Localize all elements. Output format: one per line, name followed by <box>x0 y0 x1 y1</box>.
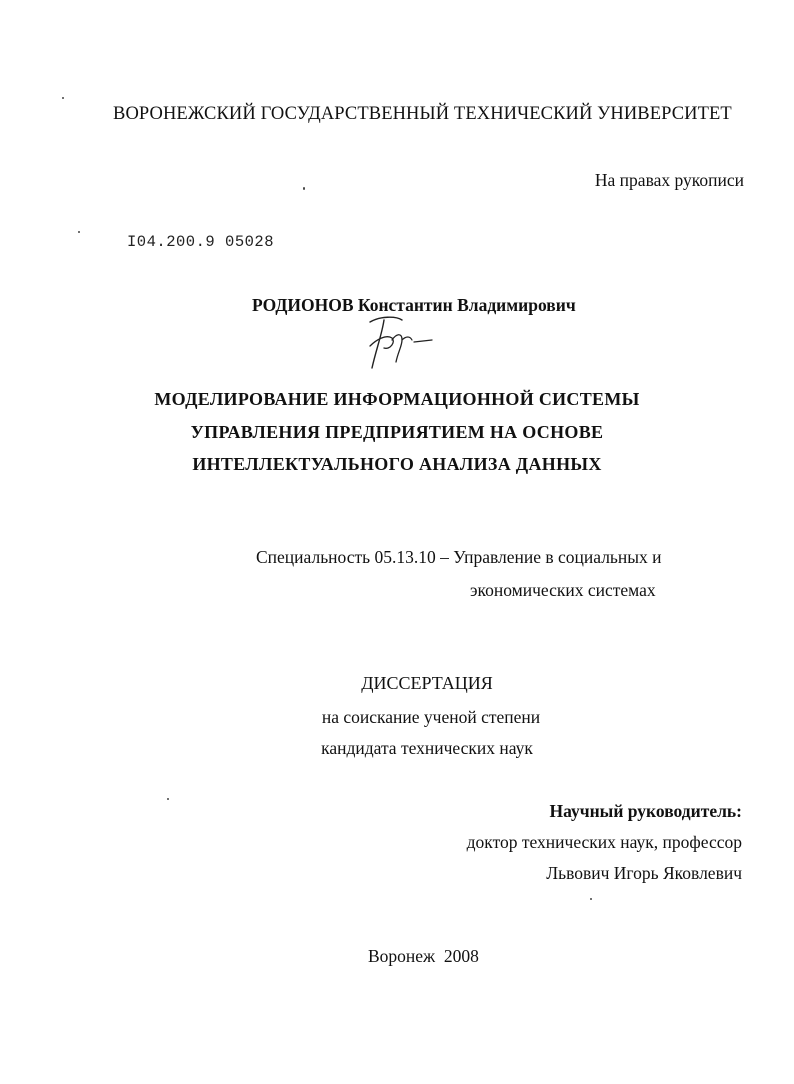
supervisor-label: Научный руководитель: <box>549 801 742 821</box>
author-signature <box>362 312 442 374</box>
author-given-names: Константин Владимирович <box>357 295 576 315</box>
specialty-line: экономических системах <box>470 580 656 600</box>
scan-speck <box>62 97 64 99</box>
manuscript-note: На правах рукописи <box>594 170 744 190</box>
dissertation-title-line: ИНТЕЛЛЕКТУАЛЬНОГО АНАЛИЗА ДАННЫХ <box>192 454 602 474</box>
author-surname: РОДИОНОВ <box>252 295 354 315</box>
dissertation-title-line: МОДЕЛИРОВАНИЕ ИНФОРМАЦИОННОЙ СИСТЕМЫ <box>154 389 640 409</box>
scan-speck <box>590 898 592 900</box>
university-name: ВОРОНЕЖСКИЙ ГОСУДАРСТВЕННЫЙ ТЕХНИЧЕСКИЙ УНИВЕРСИТЕТ <box>113 104 732 124</box>
specialty-line: Специальность 05.13.10 – Управление в социальных и <box>256 547 662 567</box>
supervisor-name: Львович Игорь Яковлевич <box>546 863 742 883</box>
supervisor-title: доктор технических наук, профессор <box>466 832 742 852</box>
dissertation-type: ДИССЕРТАЦИЯ <box>361 673 493 693</box>
city-year: Воронеж 2008 <box>368 946 479 966</box>
dissertation-purpose: на соискание ученой степени <box>321 707 541 727</box>
scan-speck <box>303 187 305 190</box>
registration-stamp: I04.200.9 05028 <box>127 233 275 251</box>
scan-speck <box>78 231 80 233</box>
dissertation-degree: кандидата технических наук <box>321 738 533 758</box>
scan-speck <box>167 798 169 800</box>
dissertation-title-line: УПРАВЛЕНИЯ ПРЕДПРИЯТИЕМ НА ОСНОВЕ <box>190 422 604 442</box>
